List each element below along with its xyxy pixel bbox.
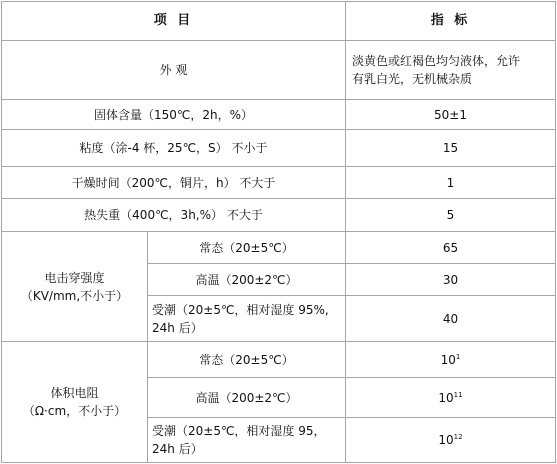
- viscosity-value: 15: [346, 130, 556, 167]
- breakdown-damp-label-line1: 受潮（20±5℃，相对湿度 95%,: [152, 302, 329, 317]
- volume-normal-value: [346, 342, 556, 378]
- heat-loss-value: 5: [346, 199, 556, 232]
- volume-resistance-label-line2: （Ω·cm，不小于）: [22, 404, 127, 418]
- table-row-appearance: [2, 41, 556, 100]
- table-row-solid-content: [2, 100, 556, 130]
- table-row-heat-loss: [2, 199, 556, 232]
- volume-high-temp-label: 高温（200±2℃）: [148, 378, 346, 418]
- volume-damp-base: 10: [438, 433, 454, 447]
- table-row-breakdown-normal: [2, 232, 556, 264]
- table-row-viscosity: [2, 130, 556, 167]
- breakdown-damp-label: [148, 296, 346, 342]
- heat-loss-label: 热失重（400℃，3h,%） 不大于: [2, 199, 346, 232]
- header-spec: 指 标: [346, 2, 556, 41]
- solid-content-value: 50±1: [346, 100, 556, 130]
- appearance-value-line2: 有乳白光，无机械杂质: [352, 72, 473, 86]
- volume-high-temp-value: [346, 378, 556, 418]
- breakdown-high-temp-value: 30: [346, 264, 556, 296]
- volume-normal-label: 常态（20±5℃）: [148, 342, 346, 378]
- volume-damp-label: [148, 418, 346, 463]
- appearance-label: 外 观: [2, 41, 346, 100]
- drying-time-value: 1: [346, 167, 556, 199]
- table-row-drying-time: [2, 167, 556, 199]
- volume-high-temp-exponent: 11: [453, 390, 463, 399]
- solid-content-label: 固体含量（150℃，2h，%）: [2, 100, 346, 130]
- header-item: 项 目: [2, 2, 346, 41]
- appearance-value-line1: 淡黄色或红褐色均匀液体，允许: [352, 54, 521, 68]
- breakdown-label: [2, 232, 148, 342]
- drying-time-label: 干燥时间（200℃，铜片，h） 不大于: [2, 167, 346, 199]
- volume-damp-label-line1: 受潮（20±5℃，相对湿度 95，: [152, 424, 326, 438]
- breakdown-normal-label: 常态（20±5℃）: [148, 232, 346, 264]
- table-row-volume-normal: [2, 342, 556, 378]
- volume-damp-value: [346, 418, 556, 463]
- appearance-value: [346, 41, 556, 100]
- table-header-row: [2, 2, 556, 41]
- breakdown-damp-value: 40: [346, 296, 556, 342]
- volume-damp-exponent: 12: [453, 433, 463, 441]
- volume-resistance-label: [2, 342, 148, 463]
- breakdown-label-line1: 电击穿强度: [44, 270, 105, 285]
- breakdown-high-temp-label: 高温（200±2℃）: [148, 264, 346, 296]
- breakdown-label-line2: （KV/mm,不小于）: [20, 288, 129, 303]
- volume-damp-label-line2: 24h 后）: [152, 442, 203, 456]
- breakdown-normal-value: 65: [346, 232, 556, 264]
- spec-table: [1, 1, 556, 463]
- volume-normal-base: 10: [440, 352, 456, 367]
- volume-high-temp-base: 10: [438, 390, 454, 405]
- volume-resistance-label-line1: 体积电阻: [50, 386, 99, 400]
- volume-normal-exponent: 1: [455, 352, 461, 361]
- breakdown-damp-label-line2: 24h 后）: [152, 320, 203, 335]
- viscosity-label: 粘度（涂-4 杯，25℃，S） 不小于: [2, 130, 346, 167]
